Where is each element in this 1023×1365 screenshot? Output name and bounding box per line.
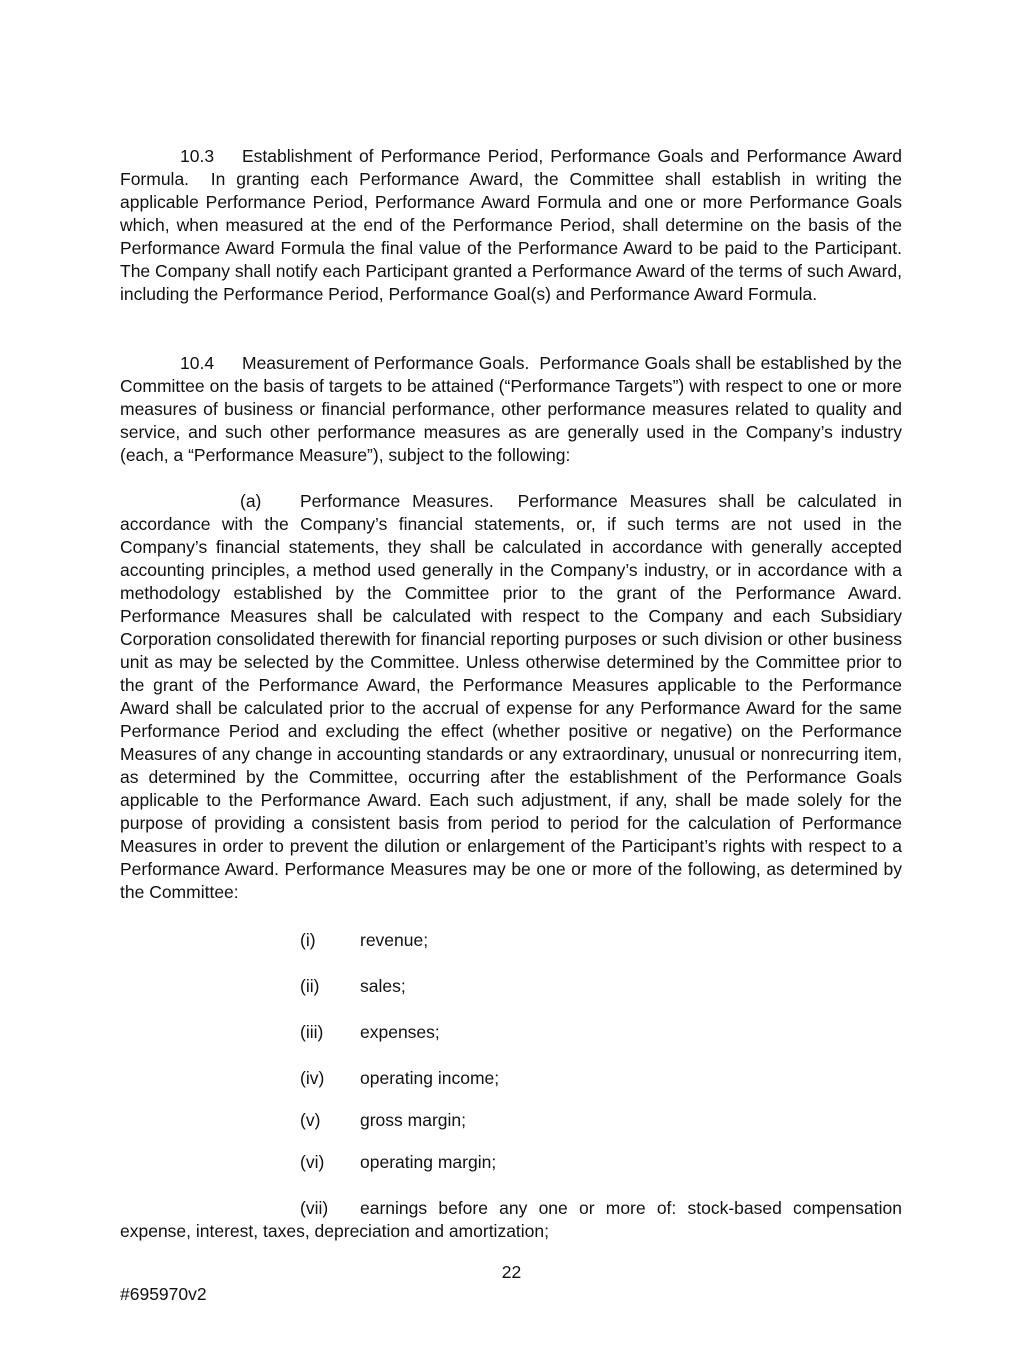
measure-item-vii	[120, 1197, 902, 1243]
measure-text: sales;	[360, 976, 406, 996]
measure-item	[300, 1067, 900, 1090]
section-10-3	[120, 145, 902, 306]
measure-item	[300, 1021, 900, 1044]
measure-item	[300, 975, 900, 998]
measure-text: gross margin;	[360, 1110, 467, 1130]
document-id: #695970v2	[120, 1284, 207, 1304]
section-body: In granting each Performance Award, the Committee shall establish in writing the applicable Performance Period, Performance Award Formula and one or more Performance Goals which, when measured at the end of the Performance Period, shall determine on the basis of the Performance Award Formula the final value of the Performance Award to be paid to the Participant. The Company shall notify each Participant granted a Performance Award of the terms of such Award, including the Performance Period, Performance Goal(s) and Performance Award Formula.	[120, 169, 903, 304]
measure-label: (iii)	[300, 1022, 324, 1042]
subsection-a	[120, 490, 902, 904]
subsection-body: Performance Measures shall be calculated in accordance with the Company’s financial statements, or, if such terms are not used in the Company’s financial statements, they shall be calculated in accordance with generally accepted accounting principles, a method used generally in the Company’s industry, or in accordance with a methodology established by the Committee prior to the grant of the Performance Award. Performance Measures shall be calculated with respect to the Company and each Subsidiary Corporation consolidated therewith for financial reporting purposes or such division or other business unit as may be selected by the Committee. Unless otherwise determined by the Committee prior to the grant of the Performance Award, the Performance Measures applicable to the Performance Award shall be calculated prior to the accrual of expense for any Performance Award for the same Performance Period and excluding the effect (whether positive or negative) on the Performance Measures of any change in accounting standards or any extraordinary, unusual or nonrecurring item, as determined by the Committee, occurring after the establishment of the Performance Goals applicable to the Performance Award. Each such adjustment, if any, shall be made solely for the purpose of providing a consistent basis from period to period for the calculation of Performance Measures in order to prevent the dilution or enlargement of the Participant’s rights with respect to a Performance Award. Performance Measures may be one or more of the following, as determined by the Committee:	[120, 491, 902, 902]
section-10-4	[120, 352, 902, 467]
measure-label: (vi)	[300, 1152, 325, 1172]
measure-text: expenses;	[360, 1022, 440, 1042]
measure-text: operating income;	[360, 1068, 500, 1088]
subsection-heading: Performance Measures.	[300, 491, 494, 511]
measure-item	[300, 1109, 900, 1132]
section-body: Performance Goals shall be established by the Committee on the basis of targets to be attained (“Performance Targets”) with respect to one or more measures of business or financial performance, other performance measures related to quality and service, and such other performance measures as are generally used in the Company’s industry (each, a “Performance Measure”), subject to the following:	[120, 353, 902, 465]
measure-item	[300, 1151, 900, 1174]
section-number: 10.3	[180, 146, 215, 166]
measure-label: (ii)	[300, 976, 320, 996]
measure-label: (i)	[300, 930, 316, 950]
measure-label: (v)	[300, 1110, 321, 1130]
section-number: 10.4	[180, 353, 215, 373]
section-heading: Measurement of Performance Goals.	[242, 353, 530, 373]
section-heading: Establishment of Performance Period, Performance Goals and Performance Award Formula.	[120, 146, 902, 189]
measure-text: operating margin;	[360, 1152, 497, 1172]
subsection-label: (a)	[240, 491, 262, 511]
measure-label: (iv)	[300, 1068, 325, 1088]
measure-text: earnings before any one or more of: stock-based compensation expense, interest, taxes, depreciation and amortization;	[120, 1198, 902, 1241]
page-number: 22	[501, 1262, 522, 1282]
measure-text: revenue;	[360, 930, 429, 950]
measure-item	[300, 929, 900, 952]
measure-label: (vii)	[300, 1198, 329, 1218]
